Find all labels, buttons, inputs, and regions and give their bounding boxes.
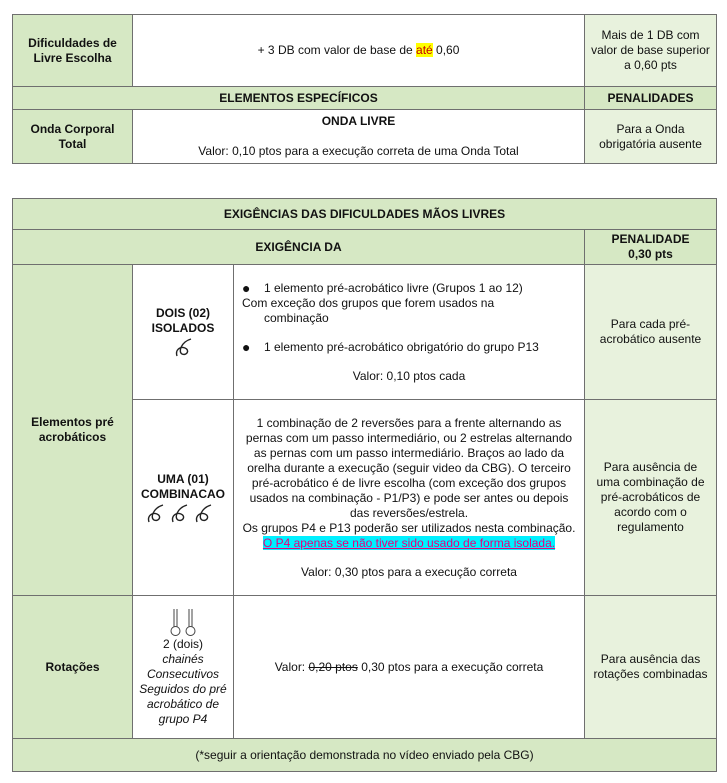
rotations-label: Rotações bbox=[13, 596, 133, 739]
isolated-value: Valor: 0,10 ptos cada bbox=[352, 368, 466, 383]
difficulties-table bbox=[12, 14, 717, 164]
specific-elements-header: ELEMENTOS ESPECÍFICOS bbox=[13, 87, 585, 110]
isolated-kind: DOIS (02) ISOLADOS bbox=[133, 265, 234, 400]
requirement-header: EXIGÊNCIA DA bbox=[13, 230, 585, 265]
pre-acrobatic-group-label: Elementos pré acrobáticos bbox=[13, 265, 133, 596]
rotations-kind: 2 (dois) chainés Consecutivos Seguidos do pré acrobático de grupo P4 bbox=[133, 596, 234, 739]
free-difficulties-requirement: + 3 DB com valor de base de até 0,60 bbox=[133, 15, 585, 87]
isolated-penalty: Para cada pré-acrobático ausente bbox=[585, 265, 717, 400]
body-wave-value: Valor: 0,10 ptos para a execução correta de uma Onda Total bbox=[198, 144, 519, 158]
old-value-strikethrough: 0,20 ptos bbox=[308, 659, 358, 674]
free-hand-difficulties-table bbox=[12, 198, 717, 772]
rotations-penalty: Para ausência das rotações combinadas bbox=[585, 596, 717, 739]
penalties-header: PENALIDADES bbox=[585, 87, 717, 110]
body-wave-label: Onda Corporal Total bbox=[13, 110, 133, 164]
highlight-ate: até bbox=[416, 43, 433, 57]
three-pre-acrobatic-symbols-icon bbox=[139, 502, 227, 524]
free-wave-title: ONDA LIVRE bbox=[321, 114, 396, 128]
free-difficulties-penalty: Mais de 1 DB com valor de base superior a 0,60 pts bbox=[585, 15, 717, 87]
combination-requirement: 1 combinação de 2 reversões para a frente alternando as pernas com um passo intermediário, ou 2 estrelas alternando as pernas com um passo intermediário. Braços ao lado da orelha durante a execução (seguir video da CBG). O terceiro pré-acrobático é de livre escolha (com exceção dos grupos usados na combinação - P1/P3) e pode ser antes ou depois das reversões/estrela. Os grupos P4 e P13 poderão ser utilizados nesta combinação. O P4 apenas se não tiver sido usado de forma isolada. Valor: 0,30 ptos para a execução correta bbox=[234, 400, 585, 596]
free-difficulties-label: Dificuldades de Livre Escolha bbox=[13, 15, 133, 87]
isolated-requirement: ● 1 elemento pré-acrobático livre (Grupos 1 ao 12) Com exceção dos grupos que forem usados na combinação ● 1 elemento pré-acrobático obrigatório do grupo P13 Valor: 0,10 ptos cada bbox=[234, 265, 585, 400]
footer-note: (*seguir a orientação demonstrada no vídeo enviado pela CBG) bbox=[13, 739, 717, 772]
table-title: EXIGÊNCIAS DAS DIFICULDADES MÃOS LIVRES bbox=[13, 199, 717, 230]
pre-acrobatic-symbol-icon bbox=[139, 336, 227, 358]
combination-value: Valor: 0,30 ptos para a execução correta bbox=[301, 564, 517, 579]
body-wave-requirement bbox=[133, 110, 585, 164]
penalty-header: PENALIDADE 0,30 pts bbox=[585, 230, 717, 265]
chaines-rotation-symbol-icon bbox=[139, 607, 227, 637]
combination-penalty: Para ausência de uma combinação de pré-acrobáticos de acordo com o regulamento bbox=[585, 400, 717, 596]
p4-highlight-note: O P4 apenas se não tiver sido usado de forma isolada. bbox=[262, 535, 556, 550]
combination-kind: UMA (01) COMBINACAO bbox=[133, 400, 234, 596]
body-wave-penalty: Para a Onda obrigatória ausente bbox=[585, 110, 717, 164]
rotations-requirement: Valor: 0,20 ptos 0,30 ptos para a execução correta bbox=[234, 596, 585, 739]
